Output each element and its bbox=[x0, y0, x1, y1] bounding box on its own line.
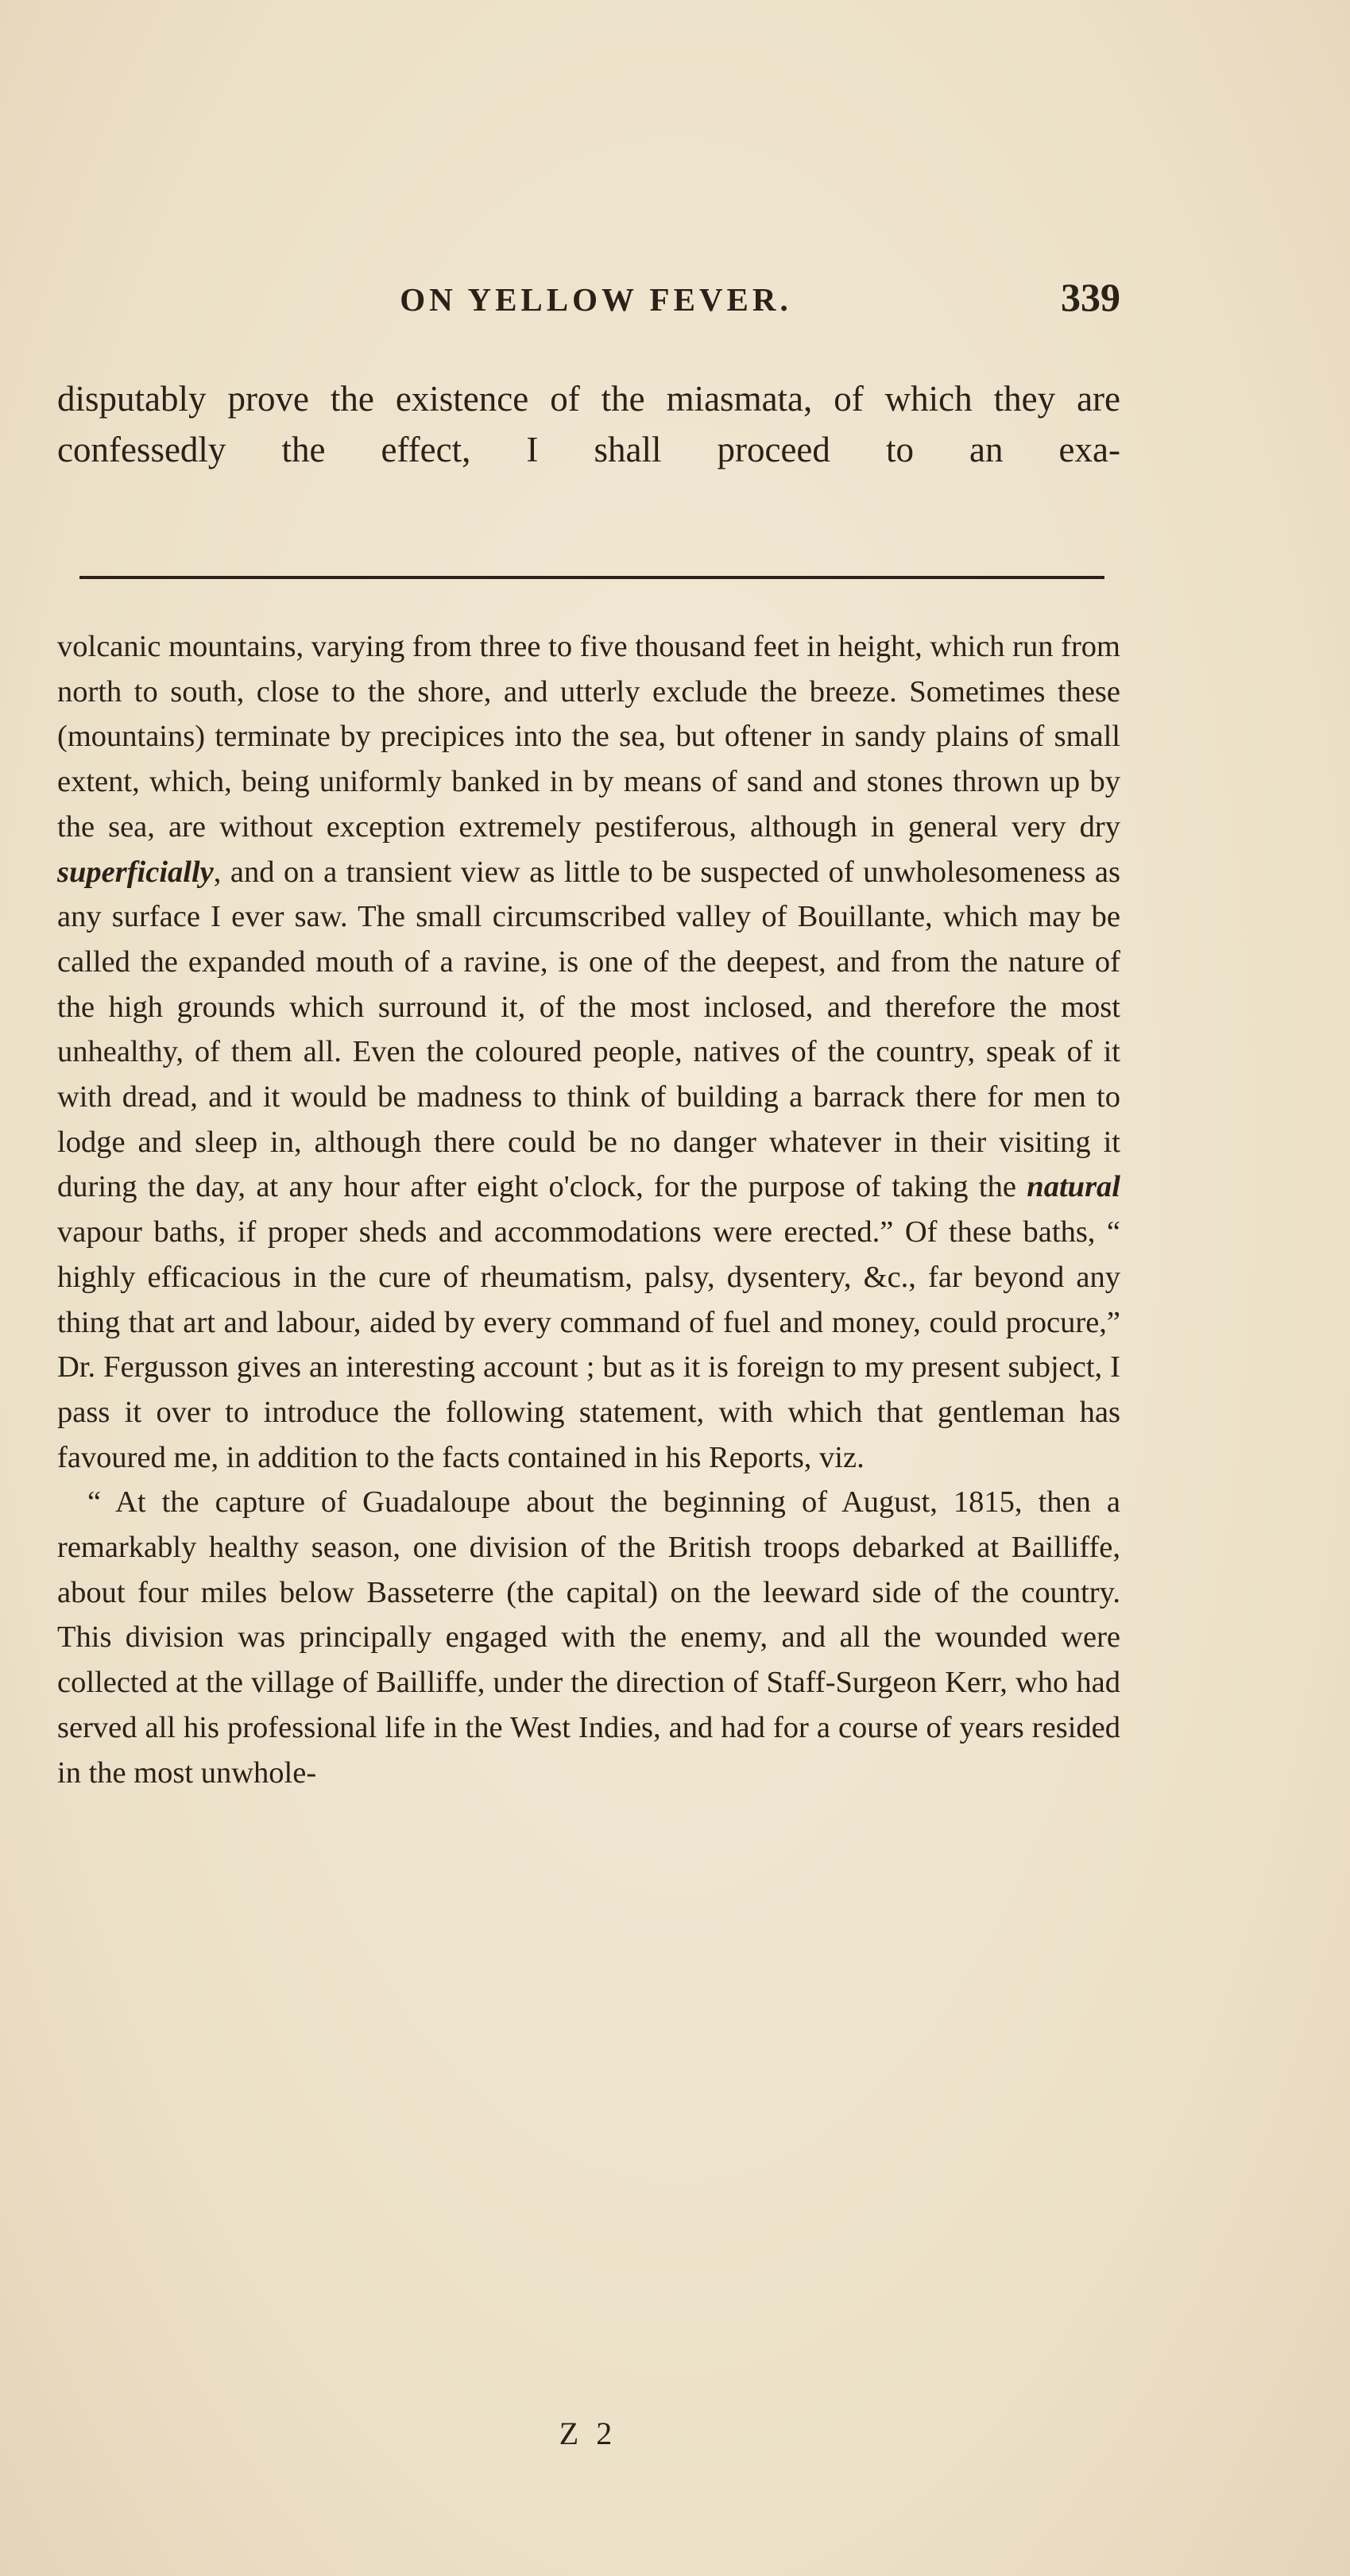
footnote-block bbox=[57, 624, 1120, 1795]
signature-mark: Z 2 bbox=[559, 2416, 617, 2451]
footnote-paragraph bbox=[57, 624, 1120, 1480]
footnote-paragraph: “ At the capture of Guadaloupe about the beginning of August, 1815, then a remarkably healthy season, one division of the British troops debarked at Bailliffe, about four miles below Basseterre (the capital) on the leeward side of the country. This division was principally engaged with the enemy, and all the wounded were collected at the village of Bailliffe, under the direction of Staff-Surgeon Kerr, who had served all his professional life in the West Indies, and had for a course of years resided in the most unwhole- bbox=[57, 1485, 1120, 1790]
page-header bbox=[72, 274, 1120, 330]
running-head: ON YELLOW FEVER. bbox=[400, 281, 792, 318]
emphasis-text: natural bbox=[1027, 1170, 1120, 1204]
page-number: 339 bbox=[1061, 275, 1120, 319]
main-text: disputably prove the existence of the miasmata, of which they are confessedly the effect, I shall proceed to an exa- bbox=[57, 379, 1120, 469]
footnote-rule bbox=[79, 576, 1104, 579]
footnote-text: volcanic mountains, varying from three to five thousand feet in height, which run from north to south, close to the shore, and utterly exclude the breeze. Sometimes these (mountains) terminate by precipices into the sea, but oftener in sandy plains of small extent, which, being uniformly banked in by means of sand and stones thrown up by the sea, are without exception extremely pestiferous, although in general very dry bbox=[57, 630, 1120, 844]
footnote-text: vapour baths, if proper sheds and accommodations were erected.” Of these baths, “ highly efficacious in the cure of rheumatism, palsy, dysentery, &c., far beyond any thing that art and labour, aided by every command of fuel and money, could procure,” Dr. Fergusson gives an interesting account ; but as it is foreign to my present subject, I pass it over to introduce the following statement, with which that gentleman has favoured me, in addition to the facts contained in his Reports, viz. bbox=[57, 1215, 1120, 1474]
footnote-text: , and on a transient view as little to be suspected of unwholesomeness as any surface I ever saw. The small circumscribed valley of Bouillante, which may be called the expanded mouth of a ravine, is one of the deepest, and from the nature of the high grounds which surround it, of the most inclosed, and therefore the most unhealthy, of them all. Even the coloured people, natives of the country, speak of it with dread, and it would be madness to think of building a barrack there for men to lodge and sleep in, although there could be no danger whatever in their visiting it during the day, at any hour after eight o'clock, for the purpose of taking the bbox=[57, 855, 1120, 1204]
emphasis-text: superficially bbox=[57, 855, 214, 889]
